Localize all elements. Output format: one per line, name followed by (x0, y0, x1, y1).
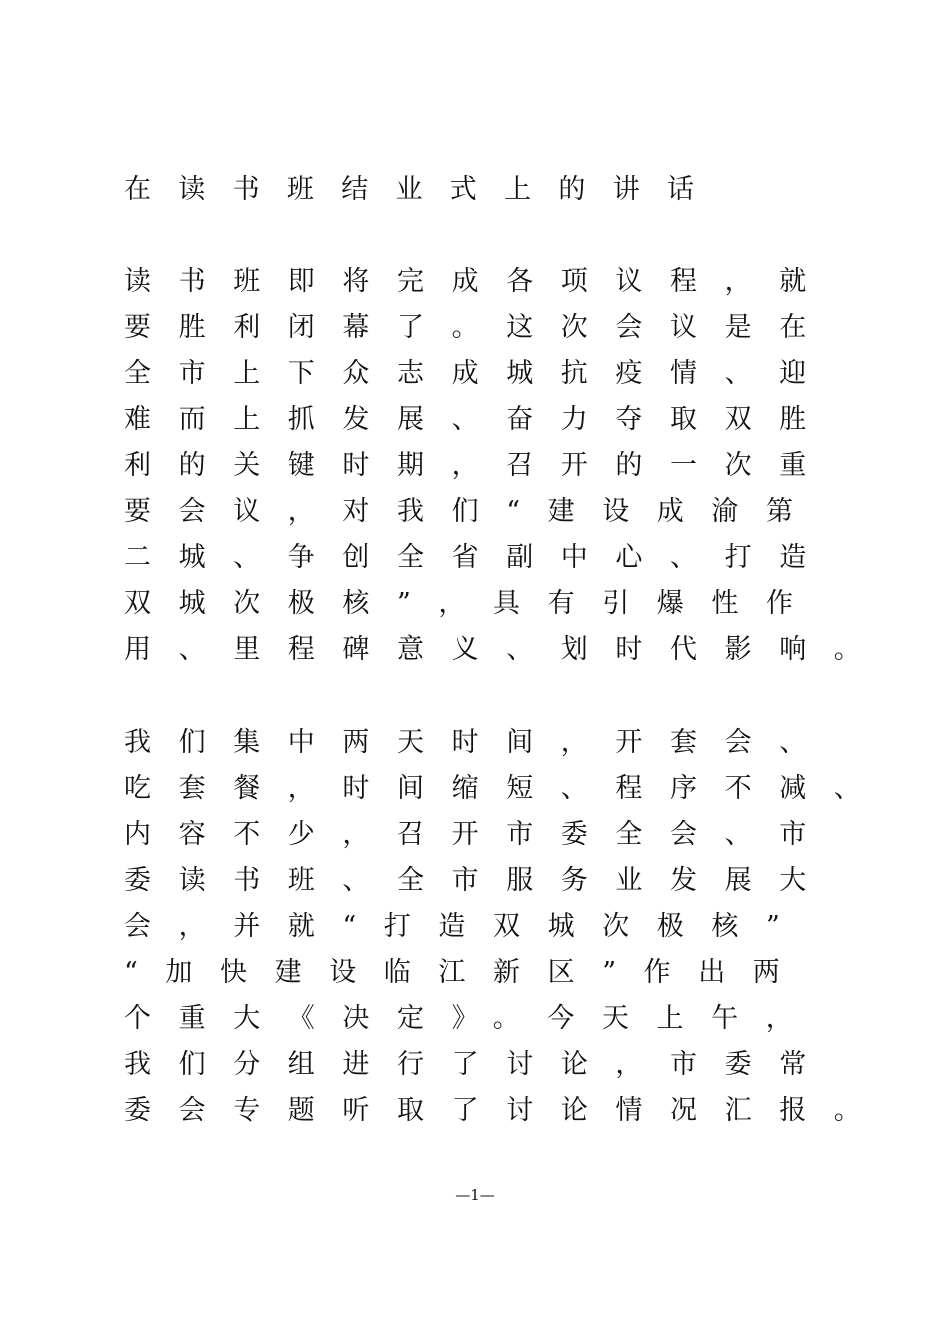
page-number: —1— (455, 1186, 495, 1204)
paragraph-line: “加快建设临江新区”作出两 (124, 957, 808, 988)
paragraph-line: 内容不少，召开市委全会、市 (124, 819, 834, 850)
paragraph-line: 要会议，对我们“建设成渝第 (124, 496, 821, 527)
paragraph-line: 用、里程碑意义、划时代影响。 (124, 634, 889, 665)
paragraph-line: 要胜利闭幕了。这次会议是在 (124, 312, 834, 343)
paragraph-line: 会，并就“打造双城次极核” (124, 911, 808, 942)
paragraph-line: 二城、争创全省副中心、打造 (124, 542, 834, 573)
paragraph-line: 我们分组进行了讨论，市委常 (124, 1049, 834, 1080)
paragraph-line: 利的关键时期，召开的一次重 (124, 450, 834, 481)
paragraph-line: 全市上下众志成城抗疫情、迎 (124, 358, 834, 389)
paragraph-line: 难而上抓发展、奋力夺取双胜 (124, 404, 834, 435)
paragraph-line: 委会专题听取了讨论情况汇报。 (124, 1095, 889, 1126)
paragraph-line: 读书班即将完成各项议程，就 (124, 266, 834, 297)
paragraph-line: 委读书班、全市服务业发展大 (124, 865, 834, 896)
document-title: 在读书班结业式上的讲话 (124, 174, 722, 205)
paragraph-line: 我们集中两天时间，开套会、 (124, 727, 834, 758)
paragraph-line: 个重大《决定》。今天上午， (124, 1003, 821, 1034)
paragraph-line: 吃套餐，时间缩短、程序不减、 (124, 773, 889, 804)
paragraph-line: 双城次极核”，具有引爆性作 (124, 588, 821, 619)
